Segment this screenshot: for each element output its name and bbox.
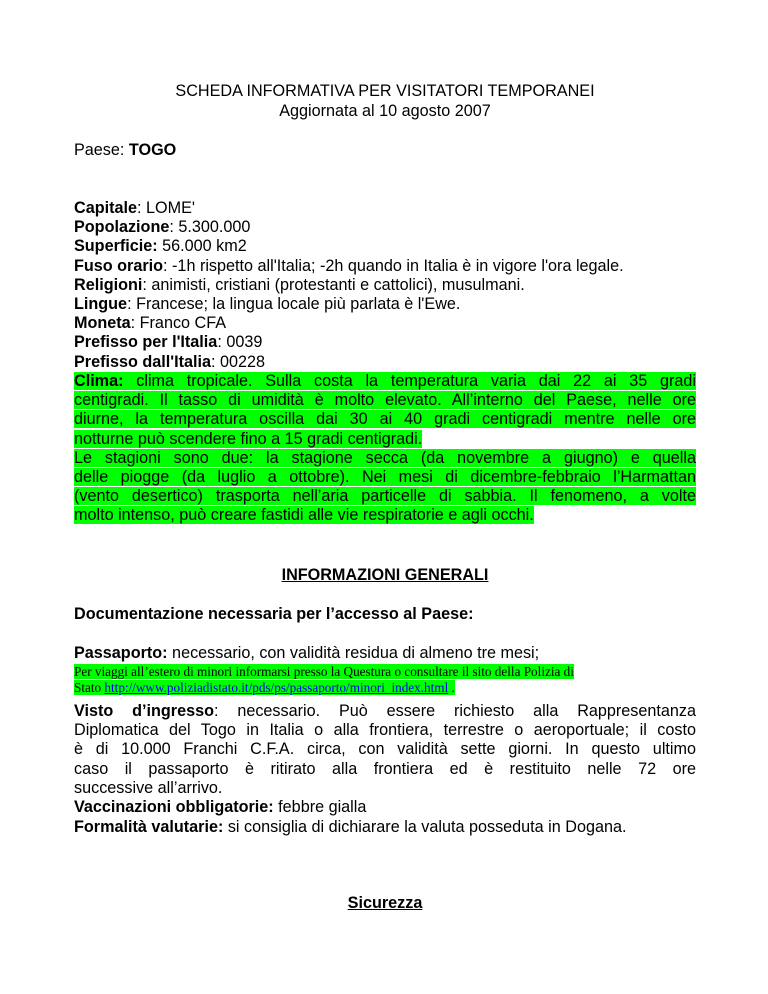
country-label: Paese: [74, 141, 129, 159]
climate-line-1: Clima: clima tropicale. Sulla costa la temperatura varia dai 22 ai 35 gradi [74, 372, 696, 390]
country-line [74, 141, 176, 160]
vaccinations-line: Vaccinazioni obbligatorie: febbre gialla [74, 798, 367, 816]
minors-line-1: Per viaggi all’estero di minori informarsi presso la Questura o consultare il sito della Polizia di [74, 664, 574, 679]
documentation-heading: Documentazione necessaria per l’accesso al Paese: [74, 605, 474, 623]
visa-line-2: Diplomatica del Togo in Italia o alla frontiera, terrestre o aeroportuale; il costo [74, 721, 696, 740]
security-heading: Sicurezza [347, 894, 423, 912]
fact-languages: Lingue: Francese; la lingua locale più parlata è l'Ewe. [74, 295, 461, 314]
visa-line-3: è di 10.000 Franchi C.F.A. circa, con validità sette giorni. In questo ultimo [74, 740, 696, 759]
visa-line-5: successive all’arrivo. [74, 778, 223, 797]
visa-line-4: caso il passaporto è ritirato alla frontiera ed è restituito nelle 72 ore [74, 759, 696, 778]
climate-line-2: centigradi. Il tasso di umidità è molto elevato. All’interno del Paese, nelle ore [74, 391, 696, 410]
general-info-heading: INFORMAZIONI GENERALI [281, 566, 489, 584]
fact-religions: Religioni: animisti, cristiani (protestanti e cattolici), musulmani. [74, 275, 525, 294]
fact-capital: Capitale: LOME' [74, 199, 195, 217]
update-date: Aggiornata al 10 agosto 2007 [279, 102, 491, 120]
climate-block [74, 372, 696, 526]
climate-line-5: Le stagioni sono due: la stagione secca (da novembre a giugno) e quella [74, 448, 696, 467]
climate-line-4: notturne può scendere fino a 15 gradi centigradi. [74, 429, 423, 448]
currency-formalities-line: Formalità valutarie: si consiglia di dichiarare la valuta posseduta in Dogana. [74, 818, 627, 836]
document-title: SCHEDA INFORMATIVA PER VISITATORI TEMPORANEI [175, 82, 595, 100]
visa-block [74, 702, 696, 798]
fact-prefix-to-italy: Prefisso per l'Italia: 0039 [74, 333, 263, 352]
fact-prefix-from-italy: Prefisso dall'Italia: 00228 [74, 352, 266, 371]
climate-line-8: molto intenso, può creare fastidi alle vie respiratorie e agli occhi. [74, 506, 534, 525]
fact-area: Superficie: 56.000 km2 [74, 237, 247, 256]
polizia-link[interactable]: http://www.poliziadistato.it/pds/ps/passaporto/minori_index.html [104, 680, 449, 695]
climate-line-3: diurne, la temperatura oscilla dai 30 ai 40 gradi centigradi mentre nelle ore [74, 410, 696, 429]
passport-line: Passaporto: necessario, con validità residua di almeno tre mesi; [74, 644, 540, 662]
minors-note [74, 664, 574, 696]
fact-timezone: Fuso orario: -1h rispetto all'Italia; -2h quando in Italia è in vigore l'ora legale. [74, 256, 624, 275]
visa-line-1: Visto d’ingresso: necessario. Può essere richiesto alla Rappresentanza [74, 702, 696, 720]
facts-list [74, 199, 696, 372]
fact-currency: Moneta: Franco CFA [74, 314, 227, 333]
minors-line-2: Stato http://www.poliziadistato.it/pds/ps/passaporto/minori_index.html . [74, 680, 455, 695]
climate-line-6: delle piogge (da luglio a ottobre). Nei mesi di dicembre-febbraio l’Harmattan [74, 468, 696, 487]
fact-population: Popolazione: 5.300.000 [74, 218, 251, 237]
climate-line-7: (vento desertico) trasporta nell’aria particelle di sabbia. Il fenomeno, a volte [74, 487, 696, 506]
country-value: TOGO [128, 141, 177, 159]
